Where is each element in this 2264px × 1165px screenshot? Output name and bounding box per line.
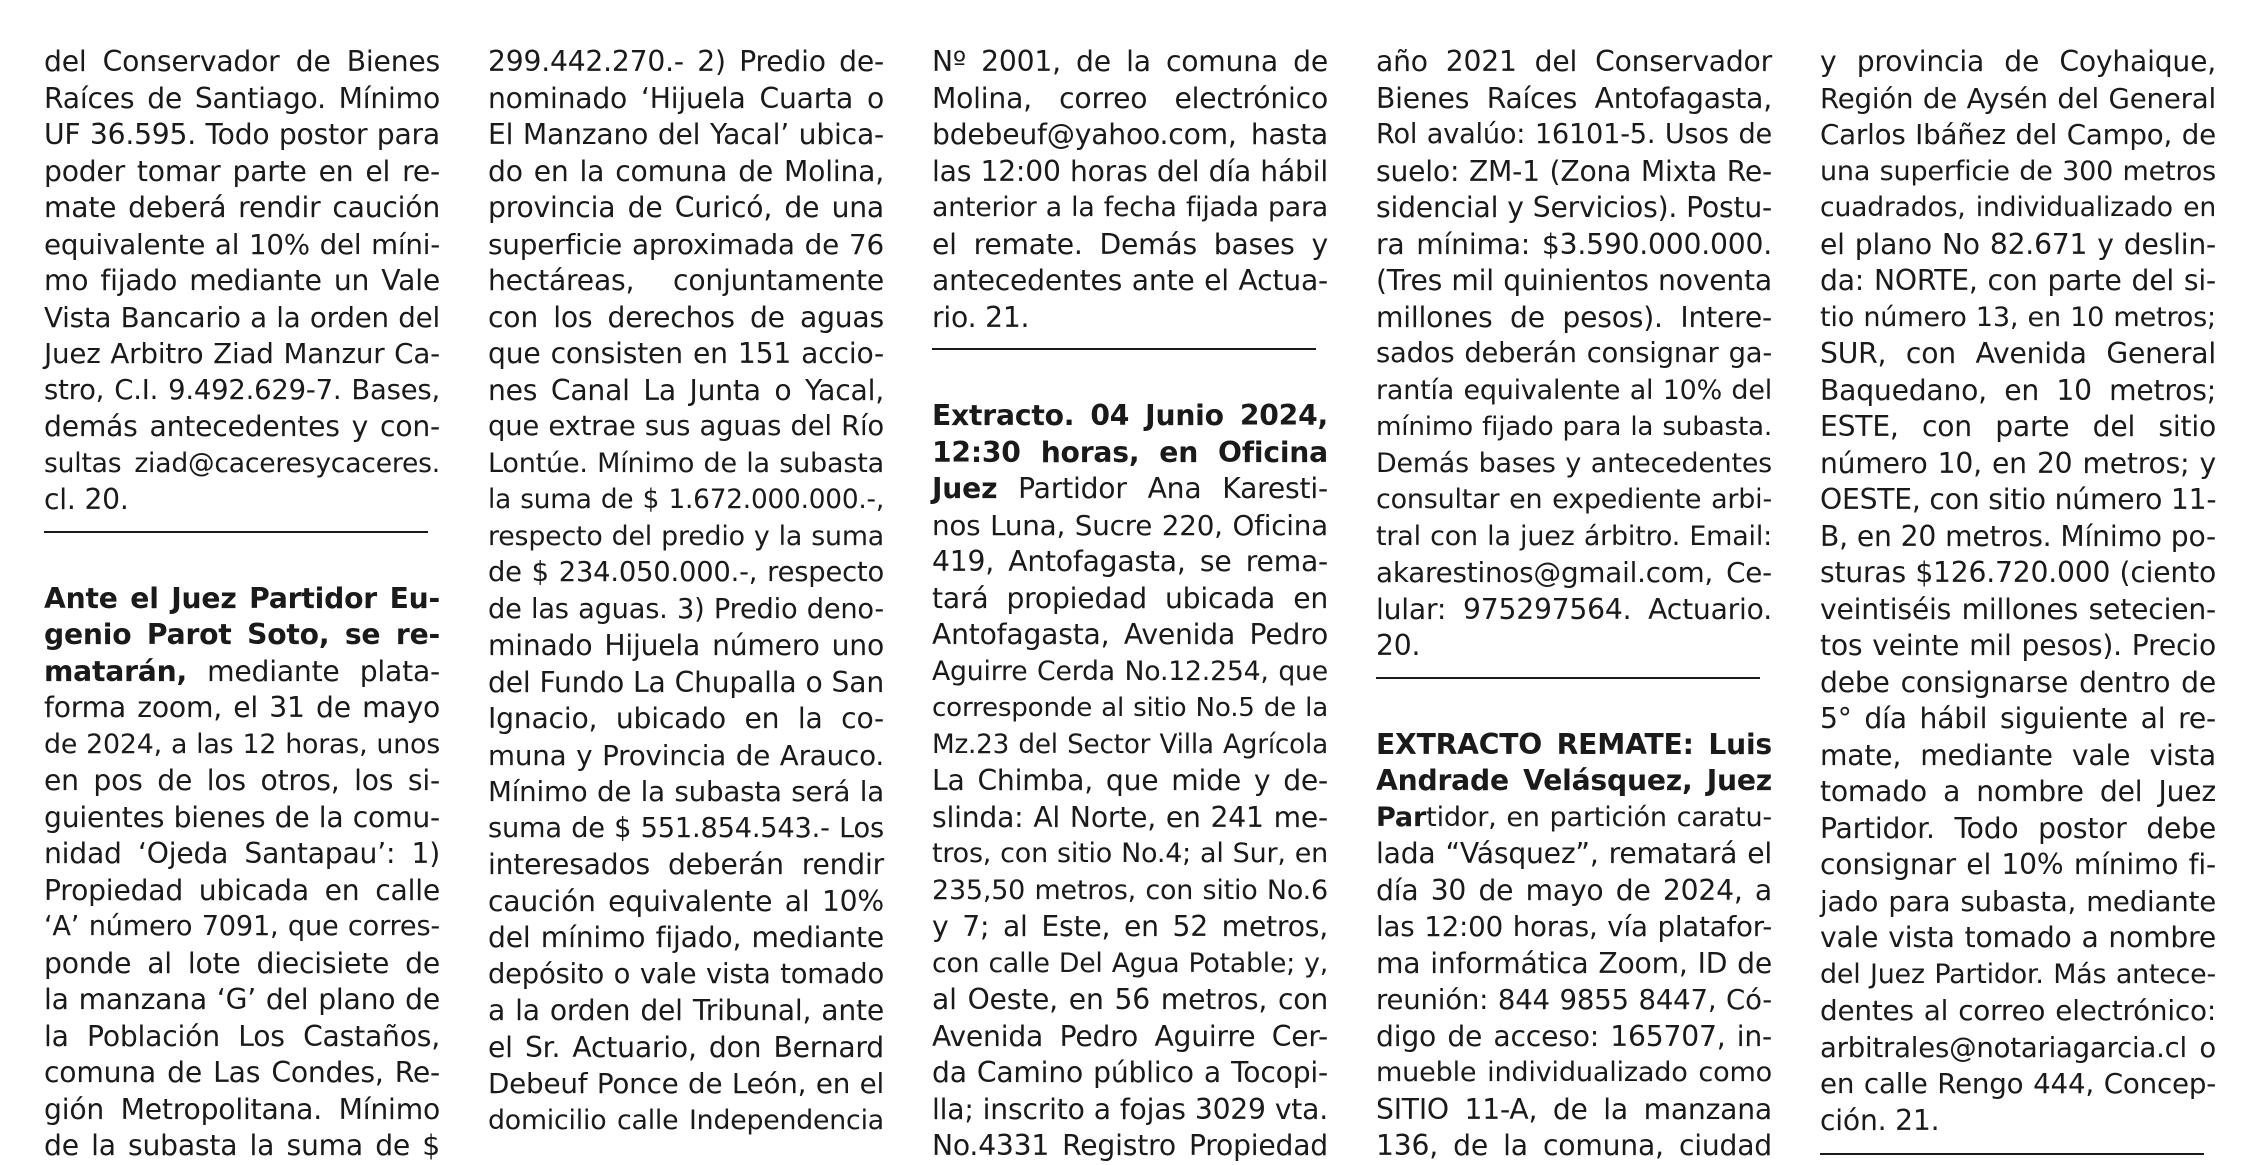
- text-line: nos Luna, Sucre 220, Oficina: [932, 508, 1328, 542]
- text-line: jado para subasta, mediante: [1820, 884, 2216, 918]
- notice-separator-rule: [1376, 677, 1760, 679]
- text-line: [44, 617, 440, 654]
- notice-separator-rule: [932, 348, 1316, 350]
- text-line: Partidor. Todo postor debe: [1820, 811, 2216, 845]
- text-line: la manzana ‘G’ del plano de: [44, 983, 440, 1017]
- notice-separator-rule: [1820, 1153, 2204, 1155]
- text-line: SUR, con Avenida General: [1820, 337, 2216, 370]
- text-line: nes Canal La Junta o Yacal,: [488, 373, 884, 407]
- text-line: del Juez Partidor. Más antece-: [1820, 958, 2216, 990]
- text-line: (Tres mil quinientos noventa: [1376, 264, 1772, 297]
- notice-block: [44, 581, 440, 1165]
- text-line: año 2021 del Conservador: [1376, 45, 1772, 78]
- text-line: el remate. Demás bases y: [932, 227, 1328, 261]
- text-line: en calle Rengo 444, Concep-: [1820, 1067, 2216, 1100]
- text-line: gión Metropolitana. Mínimo: [44, 1092, 440, 1126]
- text-line: sados deberán consignar ga-: [1376, 338, 1772, 369]
- text-line: el Sr. Actuario, don Bernard: [488, 1030, 884, 1064]
- notice-block: [1376, 727, 1772, 1165]
- notice-separator-rule: [44, 531, 428, 533]
- text-line: las 12:00 horas, vía platafor-: [1376, 910, 1772, 944]
- line-text: Partidor Ana Karesti-: [997, 472, 1328, 506]
- text-line: OESTE, con sitio número 11-: [1820, 483, 2217, 516]
- text-line: La Chimba, que mide y de-: [932, 764, 1328, 798]
- text-line: suma de $ 551.854.543.- Los: [488, 812, 884, 844]
- text-line: Antofagasta, Avenida Pedro: [932, 618, 1328, 652]
- notice-block: [932, 398, 1328, 1165]
- text-line: cuadrados, individualizado en: [1820, 192, 2216, 223]
- text-line: y provincia de Coyhaique,: [1820, 45, 2216, 78]
- text-line: tros, con sitio No.4; al Sur, en: [932, 838, 1328, 870]
- text-line: ra mínima: $3.590.000.000.: [1376, 227, 1772, 261]
- text-line: minado Hijuela número uno: [488, 629, 884, 662]
- text-line: reunión: 844 9855 8447, Có-: [1376, 984, 1772, 1017]
- text-line: tará propiedad ubicada en: [932, 581, 1328, 615]
- text-line: lada “Vásquez”, rematará el: [1376, 837, 1772, 871]
- text-line: una superficie de 300 metros: [1820, 155, 2216, 187]
- text-line: el plano No 82.671 y deslin-: [1820, 227, 2216, 261]
- text-line: caución equivalente al 10%: [488, 884, 884, 918]
- text-line: Molina, correo electrónico: [932, 81, 1328, 115]
- text-line: provincia de Curicó, de una: [488, 191, 884, 224]
- text-line: Mínimo de la subasta será la: [488, 775, 884, 808]
- text-line: sultas ziad@caceresycaceres.: [44, 447, 440, 479]
- text-line: en pos de los otros, los si-: [44, 764, 440, 798]
- text-line: Ignacio, ubicado en la co-: [488, 702, 884, 735]
- text-line: Mz.23 del Sector Villa Agrícola: [932, 729, 1328, 760]
- text-line: millones de pesos). Intere-: [1376, 300, 1772, 334]
- text-line: [1376, 800, 1772, 837]
- text-line: sidencial y Servicios). Postu-: [1376, 191, 1772, 224]
- text-line: Vista Bancario a la orden del: [44, 300, 440, 334]
- text-line: 20.: [1376, 629, 1421, 662]
- text-line: Bienes Raíces Antofagasta,: [1376, 81, 1772, 115]
- bold-lead-text: Juez: [932, 472, 998, 506]
- text-line: ma informática Zoom, ID de: [1376, 946, 1772, 980]
- text-line: da: NORTE, con parte del si-: [1820, 264, 2216, 297]
- text-line: poder tomar parte en el re-: [44, 154, 440, 188]
- text-line: tos veinte mil pesos). Precio: [1820, 629, 2216, 662]
- text-line: vale vista tomado a nombre: [1820, 921, 2216, 954]
- bold-lead-text: Extracto. 04 Junio 2024,: [932, 399, 1328, 433]
- text-line: 136, de la comuna, ciudad: [1376, 1129, 1772, 1163]
- text-line: las 12:00 horas del día hábil: [932, 154, 1328, 188]
- text-line: bdebeuf@yahoo.com, hasta: [932, 118, 1328, 151]
- text-line: de 2024, a las 12 horas, unos: [44, 728, 440, 760]
- text-line: do en la comuna de Molina,: [488, 154, 884, 188]
- text-line: suelo: ZM-1 (Zona Mixta Re-: [1376, 154, 1772, 188]
- text-line: digo de acceso: 165707, in-: [1376, 1019, 1772, 1053]
- text-line: 5° día hábil siguiente al re-: [1820, 702, 2216, 735]
- notice-block: [1376, 44, 1772, 665]
- text-line: 235,50 metros, con sitio No.6: [932, 874, 1328, 906]
- text-line: B, en 20 metros. Mínimo po-: [1820, 519, 2216, 553]
- text-line: consultar en expediente arbi-: [1376, 484, 1772, 515]
- text-line: antecedentes ante el Actua-: [932, 264, 1328, 297]
- text-line: nidad ‘Ojeda Santapau’: 1): [44, 837, 440, 871]
- text-line: ponde al lote diecisiete de: [44, 946, 440, 980]
- text-line: akarestinos@gmail.com, Ce-: [1376, 556, 1772, 589]
- text-line: comuna de Las Condes, Re-: [44, 1056, 440, 1090]
- notice-block: [932, 44, 1328, 336]
- text-line: de las aguas. 3) Predio deno-: [488, 593, 884, 625]
- text-line: [932, 435, 1328, 472]
- text-line: Nº 2001, de la comuna de: [932, 45, 1328, 78]
- bold-lead-text: Par: [1376, 801, 1427, 833]
- text-line: equivalente al 10% del míni-: [44, 227, 440, 261]
- bold-lead-text: EXTRACTO REMATE: Luis: [1376, 727, 1772, 761]
- text-line: ESTE, con parte del sitio: [1820, 410, 2216, 443]
- text-line: Aguirre Cerda No.12.254, que: [932, 655, 1328, 687]
- text-line: nominado ‘Hijuela Cuarta o: [488, 81, 884, 115]
- text-line: Juez Arbitro Ziad Manzur Ca-: [44, 337, 440, 370]
- text-line: tral con la juez árbitro. Email:: [1376, 520, 1772, 552]
- text-line: mate deberá rendir caución: [44, 191, 440, 224]
- text-line: slinda: Al Norte, en 241 me-: [932, 800, 1328, 834]
- text-line: stro, C.I. 9.492.629-7. Bases,: [44, 374, 440, 406]
- text-line: da Camino público a Tocopi-: [932, 1056, 1328, 1090]
- text-line: ción. 21.: [1820, 1103, 1940, 1137]
- text-line: del Conservador de Bienes: [44, 45, 440, 78]
- text-line: tomado a nombre del Juez: [1820, 775, 2216, 808]
- text-line: [932, 471, 1328, 508]
- text-line: mínimo fijado para la subasta.: [1376, 412, 1772, 442]
- text-line: interesados deberán rendir: [488, 848, 884, 881]
- text-line: consignar el 10% mínimo fi-: [1820, 848, 2216, 881]
- text-line: demás antecedentes y con-: [44, 410, 440, 443]
- bold-lead-text: Ante el Juez Partidor Eu-: [44, 581, 440, 615]
- text-line: Raíces de Santiago. Mínimo: [44, 81, 440, 115]
- text-line: [44, 581, 440, 618]
- text-line: muna y Provincia de Arauco.: [488, 738, 884, 772]
- text-line: veintiséis millones setecien-: [1820, 592, 2216, 626]
- text-line: Demás bases y antecedentes: [1376, 447, 1772, 479]
- text-line: Rol avalúo: 16101-5. Usos de: [1376, 119, 1772, 150]
- text-line: con calle Del Agua Potable; y,: [932, 947, 1328, 979]
- line-text: mediante plata-: [187, 654, 440, 688]
- text-line: depósito o vale vista tomado: [488, 958, 884, 990]
- text-line: mo fijado mediante un Vale: [44, 264, 440, 297]
- text-line: [44, 654, 440, 691]
- text-line: UF 36.595. Todo postor para: [44, 118, 440, 151]
- text-line: Carlos Ibáñez del Campo, de: [1820, 118, 2216, 151]
- text-line: forma zoom, el 31 de mayo: [44, 691, 440, 725]
- text-line: rantía equivalente al 10% del: [1376, 374, 1772, 406]
- text-line: Debeuf Ponce de León, en el: [488, 1067, 884, 1100]
- text-line: domicilio calle Independencia: [488, 1104, 884, 1136]
- text-line: lla; inscrito a fojas 3029 vta.: [932, 1092, 1328, 1126]
- text-line: número 10, en 20 metros; y: [1820, 446, 2216, 480]
- notice-block: [488, 44, 884, 1139]
- text-line: ‘A’ número 7091, que corres-: [44, 911, 440, 943]
- notice-block: [44, 44, 440, 519]
- text-line: Baquedano, en 10 metros;: [1820, 373, 2216, 407]
- text-line: del mínimo fijado, mediante: [488, 921, 884, 954]
- bold-lead-text: matarán,: [44, 654, 187, 688]
- text-line: arbitrales@notariagarcia.cl o: [1820, 1031, 2216, 1064]
- text-line: que extrae sus aguas del Río: [488, 411, 884, 442]
- text-line: El Manzano del Yacal’ ubica-: [488, 118, 884, 151]
- text-line: y 7; al Este, en 52 metros,: [932, 910, 1328, 944]
- text-line: cl. 20.: [44, 483, 129, 516]
- text-line: Propiedad ubicada en calle: [44, 873, 440, 907]
- text-line: que consisten en 151 accio-: [488, 337, 884, 370]
- bold-lead-text: genio Parot Soto, se re-: [44, 618, 440, 652]
- text-line: hectáreas, conjuntamente: [488, 264, 884, 297]
- text-line: al Oeste, en 56 metros, con: [932, 983, 1328, 1017]
- text-line: sturas $126.720.000 (ciento: [1820, 556, 2216, 589]
- text-line: la Población Los Castaños,: [44, 1019, 440, 1053]
- text-line: del Fundo La Chupalla o San: [488, 665, 884, 699]
- text-line: Lontúe. Mínimo de la subasta: [488, 447, 884, 479]
- text-line: lular: 975297564. Actuario.: [1376, 592, 1772, 626]
- text-line: [1376, 727, 1772, 764]
- text-line: a la orden del Tribunal, ante: [488, 994, 884, 1027]
- text-line: anterior a la fecha fijada para: [932, 192, 1328, 223]
- text-line: corresponde al sitio No.5 de la: [932, 693, 1328, 724]
- text-line: Avenida Pedro Aguirre Cer-: [932, 1019, 1328, 1053]
- text-line: 299.442.270.- 2) Predio de-: [488, 45, 884, 78]
- text-line: con los derechos de aguas: [488, 300, 884, 334]
- text-line: SITIO 11-A, de la manzana: [1376, 1092, 1772, 1126]
- text-line: Región de Aysén del General: [1820, 81, 2216, 115]
- text-line: de $ 234.050.000.-, respecto: [488, 557, 884, 588]
- bold-lead-text: Andrade Velásquez, Juez: [1376, 764, 1772, 798]
- text-line: debe consignarse dentro de: [1820, 665, 2216, 699]
- text-line: [1376, 763, 1772, 800]
- text-line: día 30 de mayo de 2024, a: [1376, 873, 1772, 907]
- line-text: tidor, en partición caratu-: [1426, 801, 1772, 833]
- text-line: respecto del predio y la suma: [488, 520, 884, 552]
- text-line: superficie aproximada de 76: [488, 227, 884, 261]
- text-line: mate, mediante vale vista: [1820, 738, 2216, 772]
- text-line: mueble individualizado como: [1376, 1057, 1772, 1089]
- text-line: No.4331 Registro Propiedad: [932, 1129, 1328, 1163]
- text-line: de la subasta la suma de $: [44, 1129, 440, 1163]
- text-line: [932, 398, 1328, 435]
- text-line: 419, Antofagasta, se rema-: [932, 545, 1328, 579]
- bold-lead-text: 12:30 horas, en Oficina: [932, 435, 1328, 469]
- notice-block: [1820, 44, 2216, 1139]
- text-line: guientes bienes de la comu-: [44, 800, 440, 834]
- text-line: tio número 13, en 10 metros;: [1820, 301, 2216, 333]
- text-line: dentes al correo electrónico:: [1820, 994, 2216, 1027]
- text-line: la suma de $ 1.672.000.000.-,: [488, 485, 884, 515]
- text-line: rio. 21.: [932, 300, 1030, 334]
